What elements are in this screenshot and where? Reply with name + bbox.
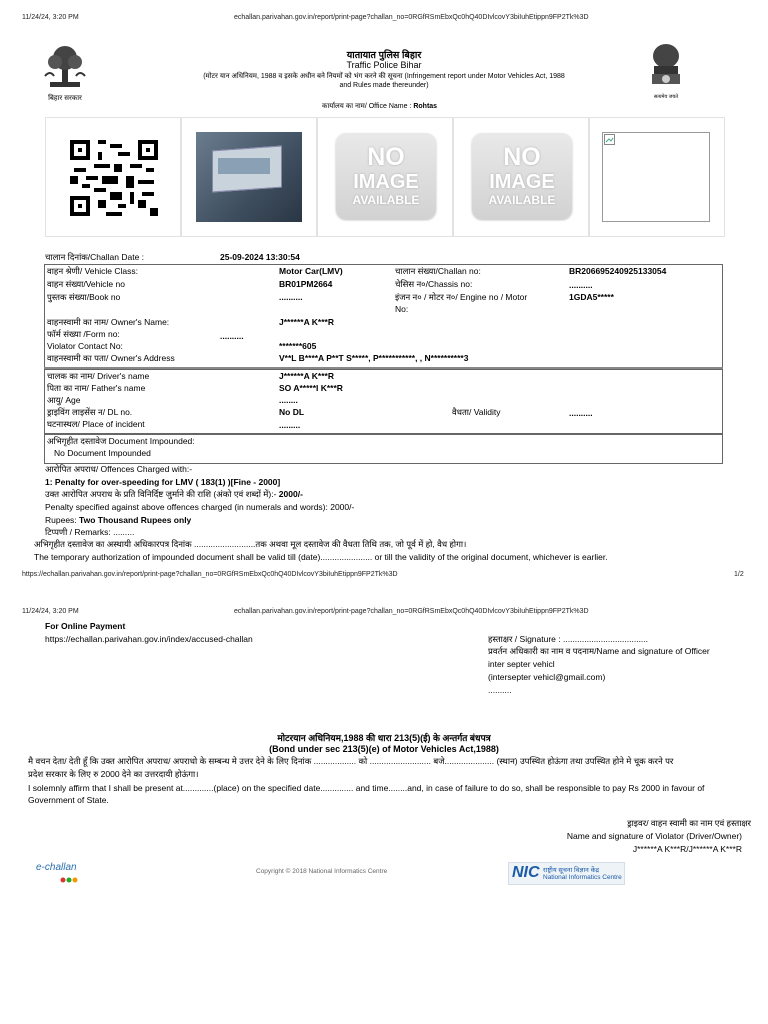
nic-logo-hindi: राष्ट्रीय सूचना विज्ञान केंद्र <box>543 867 600 874</box>
no-image-placeholder-1: NO IMAGE AVAILABLE <box>336 133 436 219</box>
print-url: echallan.parivahan.gov.in/report/print-page?challan_no=0RGfRSmEbxQc0hQ40DIvlcovY3biIuhEtippn9FP2Tk%3D <box>234 14 589 21</box>
ashoka-emblem-label: सत्यमेव जयते <box>653 94 679 100</box>
chassis-no-label: चेसिस न०/Chassis no: <box>395 279 473 289</box>
officer-label: प्रवर्तन अधिकारी का नाम व पदनाम/Name and signature of Officer <box>488 646 710 656</box>
bond-title-hindi: मोटरयान अधिनियम,1988 की धारा 213(5)(ई) के अन्तर्गत बंधपत्र <box>277 733 491 743</box>
copyright: Copyright © 2018 National Informatics Centre <box>256 868 388 875</box>
rupees <box>45 515 191 525</box>
bond-hindi-line2: प्रदेश सरकार के लिए रु 2000 देने का उत्तरदायी होऊंगा। <box>28 769 199 779</box>
engine-no-value: 1GDA5***** <box>569 292 614 302</box>
print-datetime: 11/24/24, 3:20 PM <box>22 14 79 21</box>
bond-hindi-line1: मै वचन देता/ देती हूँ कि उक्त आरोपित अपराध/ अपराधो के सम्बन्ध मे उत्तर देने के लिए दिनांक .................. को .......................... बजे..................... (स्थान) उपस्थित होऊंगा तथा उपस्थित होने मे चूक करने पर <box>28 756 674 766</box>
chassis-no-value: .......... <box>569 280 593 290</box>
officer-email: (intersepter vehicl@gmail.com) <box>488 672 606 682</box>
vehicle-photo-box <box>181 117 317 237</box>
vehicle-class-value: Motor Car(LMV) <box>279 266 343 276</box>
broken-image-icon <box>604 134 616 146</box>
father-name-value: SO A*****I K***R <box>279 383 343 393</box>
page-number-1: 1/2 <box>734 571 744 578</box>
broken-image <box>602 132 710 222</box>
nic-logo-english: National Informatics Centre <box>543 874 622 881</box>
subtitle-line2: and Rules made thereunder) <box>339 82 429 89</box>
ashoka-emblem <box>644 42 688 106</box>
owner-name-label: वाहनस्वामी का नाम/ Owner's Name: <box>47 317 170 327</box>
nic-logo <box>508 862 625 885</box>
offences-heading: आरोपित अपराध/ Offences Charged with:- <box>45 464 193 474</box>
bond-english-line1: I solemnly affirm that I shall be present at.............(place) on the specified date.............. and time........and, in case of failure to do so, shall be responsible to pay Rs 2000 in favour of <box>28 783 705 793</box>
title-english: Traffic Police Bihar <box>346 60 422 70</box>
ashoka-lion-icon <box>644 42 688 92</box>
owner-address-value: V**L B****A P**T S*****, P***********, , N**********3 <box>279 353 469 363</box>
age-label: आयु/ Age <box>47 395 81 405</box>
vehicle-no-label: वाहन संख्या/Vehicle no <box>47 279 125 289</box>
dl-no-label: ड्राइविंग लाइसेंस न/ DL no. <box>47 407 133 417</box>
violator-label-hindi: ड्राइवर/ वाहन स्वामी का नाम एवं हस्ताक्षर <box>627 818 751 828</box>
driver-name-value: J******A K***R <box>279 371 334 381</box>
rupees-label: Rupees: <box>45 515 77 525</box>
place-value: ......... <box>279 420 301 430</box>
document-label: अभिगृहीत दस्तावेज Document Impounded: <box>47 436 195 446</box>
office-label: कार्यालय का नाम/ Office Name : <box>322 103 412 110</box>
book-no-value: .......... <box>279 292 303 302</box>
violator-name: J******A K***R/J******A K***R <box>632 844 742 854</box>
bond-title-english: (Bond under sec 213(5)(e) of Motor Vehicles Act,1988) <box>269 744 499 754</box>
signature-line: हस्ताक्षर / Signature : .................................... <box>488 634 649 644</box>
offence-item: 1: Penalty for over-speeding for LMV ( 183(1) )[Fine - 2000] <box>45 477 281 487</box>
violator-label-english: Name and signature of Violator (Driver/Owner) <box>566 831 742 841</box>
contact-no-value: *******605 <box>279 341 317 351</box>
age-value: ........ <box>279 395 298 405</box>
form-no-label: फॉर्म संख्या /Form no: <box>47 329 120 339</box>
owner-name-value: J******A K***R <box>279 317 334 327</box>
fine-hindi-prefix: उक्त आरोपित अपराध के प्रति विनिर्दिष्ट जुर्माने की राशि (अंको एवं शब्दों में):- <box>45 489 277 499</box>
payment-link[interactable]: https://echallan.parivahan.gov.in/index/accused-challan <box>45 634 253 644</box>
validity-hindi: अभिगृहीत दस्तावेज का अस्थायी अधिकारपत्र दिनांक ..........................तक अथवा मूल दस्तावेज की वैधता तिथि तक, जो पूर्व में हो, वैध होगा। <box>34 539 467 549</box>
officer-dots: .......... <box>488 685 512 695</box>
office-name <box>322 102 437 111</box>
driver-name-label: चालक का नाम/ Driver's name <box>47 371 150 381</box>
challan-date-value: 25-09-2024 13:30:54 <box>220 252 300 262</box>
no-image-box-2 <box>453 117 589 237</box>
document-value: No Document Impounded <box>54 448 151 458</box>
qr-code-box <box>45 117 181 237</box>
place-label: घटनास्थल/ Place of incident <box>47 419 145 429</box>
challan-no-label: चालान संख्या/Challan no: <box>395 266 481 276</box>
challan-no-value: BR206695240925133054 <box>569 266 667 276</box>
bond-english-line2: Government of State. <box>28 795 109 805</box>
validity-value: .......... <box>569 408 593 418</box>
bihar-emblem-icon <box>40 42 90 92</box>
officer-name: inter septer vehicl <box>488 659 555 669</box>
subtitle <box>150 72 618 90</box>
office-value: Rohtas <box>413 103 438 110</box>
vehicle-class-label: वाहन श्रेणी/ Vehicle Class: <box>47 266 138 276</box>
book-no-label: पुस्तक संख्या/Book no <box>47 292 121 302</box>
print-footer-url: https://echallan.parivahan.gov.in/report/print-page?challan_no=0RGfRSmEbxQc0hQ40DIvlcovY3biIuhEtippn9FP2Tk%3D <box>22 571 398 578</box>
vehicle-no-value: BR01PM2664 <box>279 279 333 289</box>
validity-label: वैधता/ Validity <box>452 407 501 417</box>
subtitle-line1: (मोटर यान अधिनियम, 1988 व इसके अधीन बने नियमों को भंग करने की सूचना (Infringement report under Motor Vehicles Act, 1988 <box>203 73 565 80</box>
nic-logo-short: NIC <box>512 864 540 881</box>
no-image-box-1 <box>317 117 453 237</box>
owner-address-label: वाहनस्वामी का पता/ Owner's Address <box>47 353 175 363</box>
online-payment-heading: For Online Payment <box>45 621 126 631</box>
fine-hindi-value: 2000/- <box>278 489 303 499</box>
engine-no-label-cont: No: <box>395 304 409 314</box>
echallan-dots-icon <box>60 876 82 884</box>
bihar-emblem <box>40 42 90 106</box>
broken-image-box <box>589 117 725 237</box>
qr-code-icon <box>70 140 158 216</box>
print-datetime-2: 11/24/24, 3:20 PM <box>22 608 79 615</box>
no-image-placeholder-2: NO IMAGE AVAILABLE <box>472 133 572 219</box>
rupees-value: Two Thousand Rupees only <box>79 515 192 525</box>
remarks: टिप्पणी / Remarks: ......... <box>45 527 135 537</box>
father-name-label: पिता का नाम/ Father's name <box>47 383 146 393</box>
dl-no-value: No DL <box>279 407 305 417</box>
print-url-2: echallan.parivahan.gov.in/report/print-page?challan_no=0RGfRSmEbxQc0hQ40DIvlcovY3biIuhEtippn9FP2Tk%3D <box>234 608 589 615</box>
vehicle-photo <box>196 132 302 222</box>
echallan-logo-text: e-challan <box>36 862 77 873</box>
form-no-value: .......... <box>220 331 244 341</box>
challan-date-label: चालान दिनांक/Challan Date : <box>45 252 145 262</box>
contact-no-label: Violator Contact No: <box>47 341 123 351</box>
echallan-logo <box>36 862 86 886</box>
engine-no-label: इंजन न० / मोटर न०/ Engine no / Motor <box>395 292 528 302</box>
validity-english: The temporary authorization of impounded document shall be valid till (date)...................... or till the validity of the original document, whichever is earlier. <box>34 552 608 562</box>
penalty-english: Penalty specified against above offences charged (in numerals and words): 2000/- <box>45 502 355 512</box>
fine-hindi <box>45 489 303 499</box>
bihar-emblem-label: बिहार सरकार <box>48 95 82 102</box>
title-hindi: यातायात पुलिस बिहार <box>346 50 422 61</box>
